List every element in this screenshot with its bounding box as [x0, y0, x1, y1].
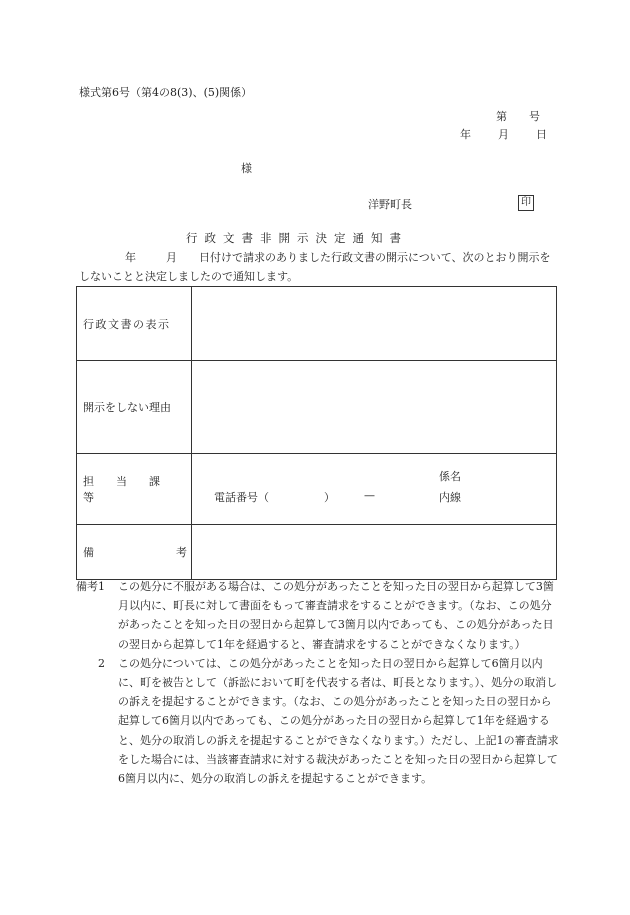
- row-label: [77, 525, 192, 580]
- table-row: [77, 287, 557, 361]
- intro-text: 日付けで請求のありました行政文書の開示について、次のとおり開示をしないことと決定しましたので通知します。: [79, 251, 551, 283]
- note-2-mark: 2: [98, 656, 105, 670]
- addressee: 様: [241, 162, 252, 175]
- notice-table: [76, 286, 557, 580]
- reason-cell: [192, 361, 557, 454]
- issue-date: [460, 126, 547, 142]
- form-id: 様式第6号（第4の8(3)、(5)関係）: [79, 86, 253, 99]
- intro-paragraph: [79, 248, 557, 286]
- note-2: [76, 654, 559, 788]
- number-dai: 第: [496, 110, 507, 123]
- table-row: [77, 525, 557, 580]
- row-label: 担当課等: [77, 454, 192, 525]
- document-number: [496, 108, 540, 124]
- kakari-label: 係名: [439, 470, 461, 483]
- note-2-text: この処分については、この処分があったことを知った日の翌日から起算して6箇月以内に、町を被告として（訴訟において町を代表する者は、町長となります。）、処分の取消しの訴えを提起することができます。（なお、この処分があったことを知った日の翌日から起算して6箇月以内であっても、この処分があった日の翌日から起算して1年を経過すると、処分の取消しの訴えを提起することができなくなります。）ただし、上記1の審査請求をした場合には、当該審査請求に対する裁決があったことを知った日の翌日から起算して6箇月以内に、処分の取消しの訴えを提起することができます。: [118, 656, 559, 786]
- note-1-mark: 備考1: [76, 580, 105, 593]
- biko-char-1: 備: [83, 546, 94, 559]
- date-year: 年: [460, 128, 471, 141]
- row-label: 行政文書の表示: [77, 287, 192, 361]
- tel-label: 電話番号（ ）: [214, 491, 335, 504]
- seal-mark: 印: [518, 195, 534, 211]
- tel-dash: —: [364, 489, 375, 502]
- document-title: 行政文書非開示決定通知書: [186, 231, 408, 245]
- table-row: [77, 361, 557, 454]
- date-month: 月: [498, 128, 509, 141]
- intro-year: 年: [125, 251, 136, 264]
- intro-month: 月: [166, 251, 177, 264]
- remarks-cell: [192, 525, 557, 580]
- naisen-label: 内線: [439, 491, 461, 504]
- note-1: [76, 577, 559, 654]
- table-row: [77, 454, 557, 525]
- notes: [76, 577, 559, 788]
- contact-cell: [192, 454, 557, 525]
- number-go: 号: [529, 110, 540, 123]
- date-day: 日: [536, 128, 547, 141]
- note-1-text: この処分に不服がある場合は、この処分があったことを知った日の翌日から起算して3箇月以内に、町長に対して書面をもって審査請求をすることができます。（なお、この処分があったことを知った日の翌日から起算して3箇月以内であっても、この処分があった日の翌日から起算して1年を経過すると、審査請求をすることができなくなります。）: [118, 580, 554, 651]
- row-label: 開示をしない理由: [77, 361, 192, 454]
- biko-char-2: 考: [176, 546, 187, 559]
- document-display-cell: [192, 287, 557, 361]
- issuer-name: 洋野町長: [368, 198, 412, 211]
